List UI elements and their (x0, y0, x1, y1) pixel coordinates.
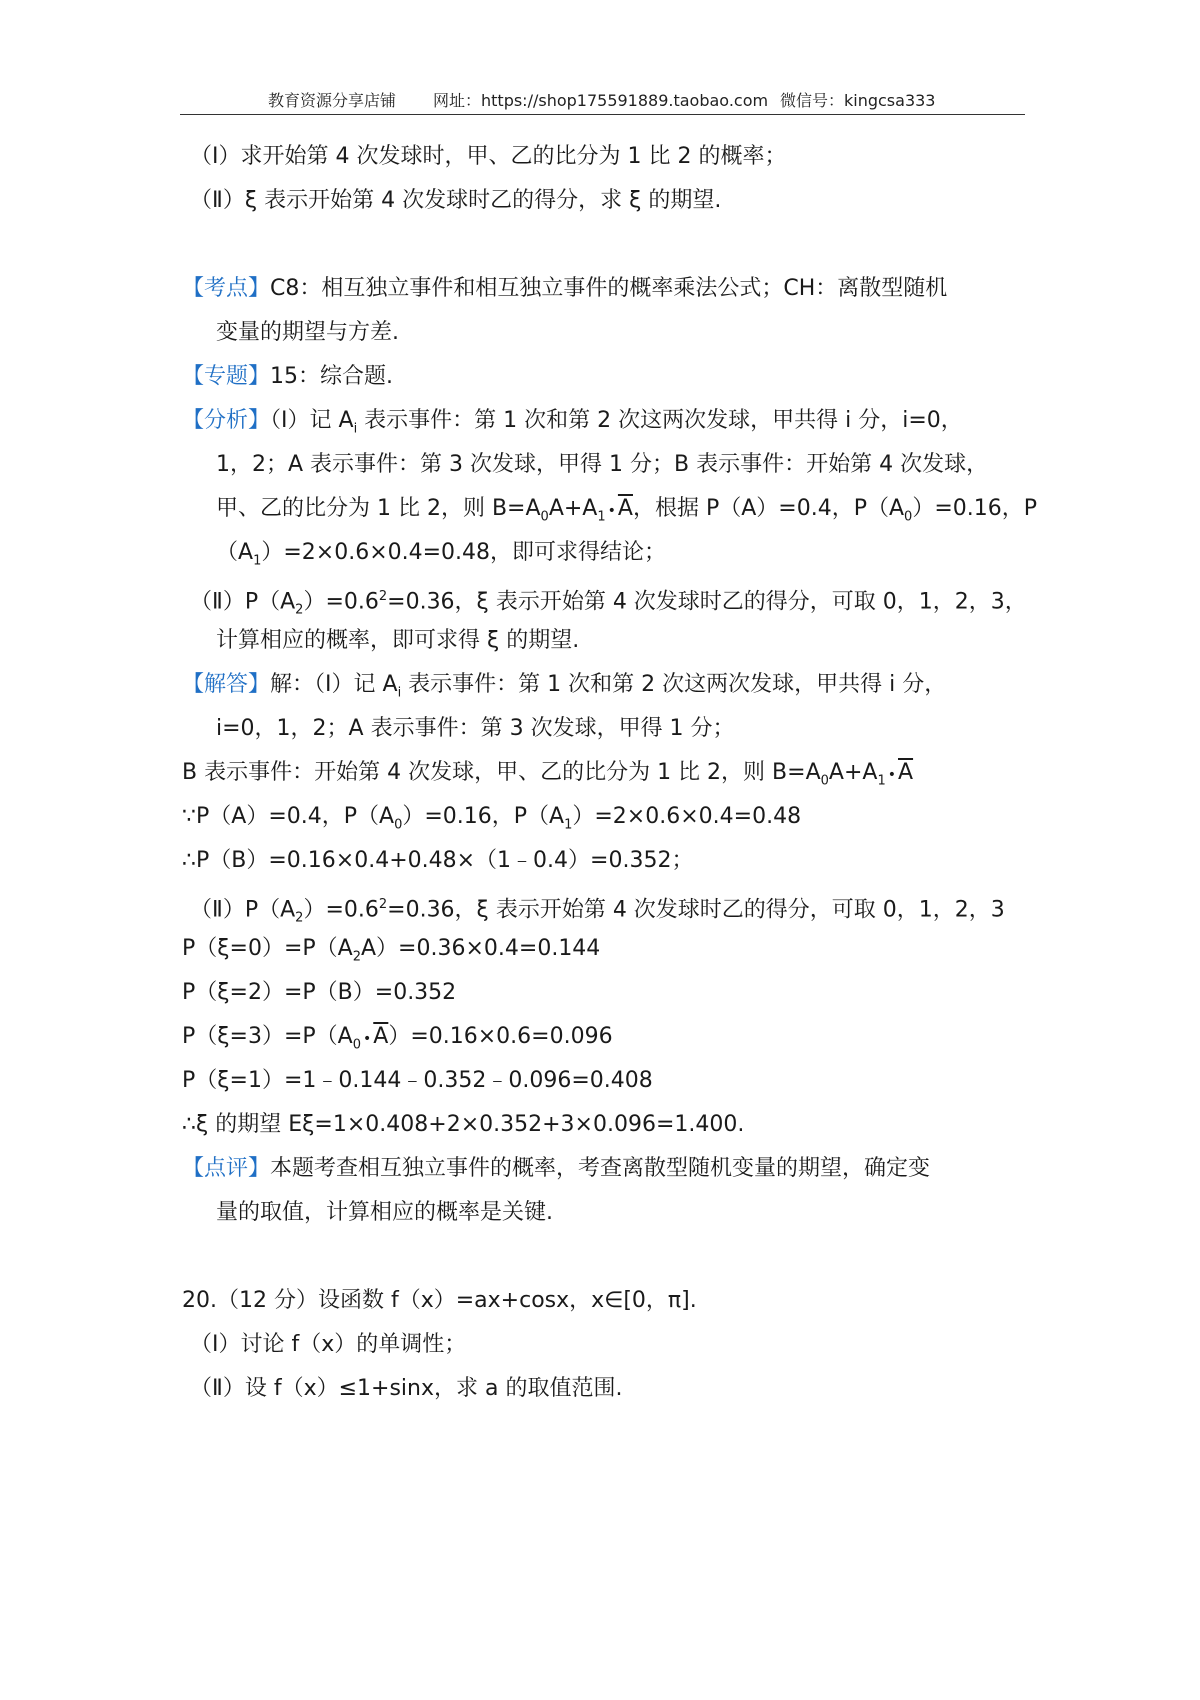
jieda-line-4: ∵P（A）=0.4，$P(A_0)=0.16$，$P(A_1)=2\times 0.6\times 0.4=0.48$ (182, 804, 802, 833)
q20-part1: （Ⅰ）讨论 f（x）的单调性； (190, 1332, 467, 1357)
fenxi-tag: 【分析】 (182, 408, 271, 433)
jieda-line-2: i=0，1，2；A 表示事件：第 3 次发球，甲得 1 分； (216, 716, 735, 741)
zhuanti-tag: 【专题】 (182, 364, 271, 389)
jieda-tag: 【解答】 (182, 672, 271, 697)
fenxi-line-3: 甲、乙的比分为 1 比 2，则 $B=A_0A+A_1$ $•\overline{A}$，根据 P（A）=0.4，$P(A_0)=0.16$，P (216, 496, 1038, 525)
fenxi-line-5: $(Ⅱ)P(A_2)=0.6^2=0.36$，ξ 表示开始第 4 次发球时乙的得分，可取 0，1，2，3， (190, 589, 1027, 618)
header-shop: 教育资源分享店铺 (268, 91, 397, 110)
kaodian-line-1: 【考点】C8：相互独立事件和相互独立事件的概率乘法公式；CH：离散型随机 (182, 276, 948, 301)
dianping-tag: 【点评】 (182, 1156, 271, 1181)
q20-stem: 20.（12 分）设函数 f（x）=ax+cosx，x∈[0，π]. (182, 1288, 697, 1313)
fenxi-line-4: $(A_1)=2\times 0.6\times 0.4=0.48$，即可求得结论； (216, 540, 667, 569)
a-complement: $\overline{A}$ (617, 496, 633, 521)
a-complement: $\overline{A}$ (373, 1024, 389, 1049)
fenxi-line-6: 计算相应的概率，即可求得 ξ 的期望. (216, 628, 580, 653)
header-wechat: 微信号：kingcsa333 (780, 91, 936, 110)
jieda-line-11: ∴ξ 的期望 Eξ=1×0.408+2×0.352+3×0.096=1.400. (182, 1112, 745, 1137)
fenxi-line-1: 【分析】（Ⅰ）记 $A_i$ 表示事件：第 1 次和第 2 次这两次发球，甲共得 i 分，i=0， (182, 408, 963, 437)
jieda-line-7: $P(\xi=0)=P(A_2A)=0.36\times 0.4=0.144$ (182, 936, 601, 965)
jieda-line-9: $P(\xi=3)=P(A_0$ $•\overline{A})=0.16\times 0.6=0.096$ (182, 1024, 613, 1053)
zhuanti-line: 【专题】15：综合题. (182, 364, 394, 389)
jieda-line-10: P（ξ=1）=1﹣0.144﹣0.352﹣0.096=0.408 (182, 1068, 653, 1093)
kaodian-line-2: 变量的期望与方差. (216, 320, 399, 345)
dianping-line-2: 量的取值，计算相应的概率是关键. (216, 1200, 553, 1225)
q19-part2: （Ⅱ）ξ 表示开始第 4 次发球时乙的得分，求 ξ 的期望. (190, 188, 722, 213)
kaodian-tag: 【考点】 (182, 276, 271, 301)
jieda-line-8: P（ξ=2）=P（B）=0.352 (182, 980, 457, 1005)
jieda-line-6: $(Ⅱ)P(A_2)=0.6^2=0.36$，ξ 表示开始第 4 次发球时乙的得分，可取 0，1，2，3 (190, 897, 1005, 926)
page-header (180, 80, 1025, 115)
jieda-line-3: B 表示事件：开始第 4 次发球，甲、乙的比分为 1 比 2，则 $B=A_0A+A_1$ $•\overline{A}$ (182, 760, 914, 789)
jieda-line-1: 【解答】解：（Ⅰ）记 $A_i$ 表示事件：第 1 次和第 2 次这两次发球，甲共得 i 分， (182, 672, 947, 701)
fenxi-line-2: 1，2；A 表示事件：第 3 次发球，甲得 1 分；B 表示事件：开始第 4 次发球， (216, 452, 989, 477)
q20-part2: （Ⅱ）设 f（x）≤1+sinx，求 a 的取值范围. (190, 1376, 623, 1401)
q19-part1: （Ⅰ）求开始第 4 次发球时，甲、乙的比分为 1 比 2 的概率； (190, 144, 787, 169)
header-url: 网址：https://shop175591889.taobao.com (433, 91, 769, 110)
dianping-line-1: 【点评】本题考查相互独立事件的概率，考查离散型随机变量的期望，确定变 (182, 1156, 931, 1181)
a-complement: $\overline{A}$ (898, 760, 914, 785)
jieda-line-5: ∴P（B）=0.16×0.4+0.48×（1﹣0.4）=0.352； (182, 848, 694, 873)
